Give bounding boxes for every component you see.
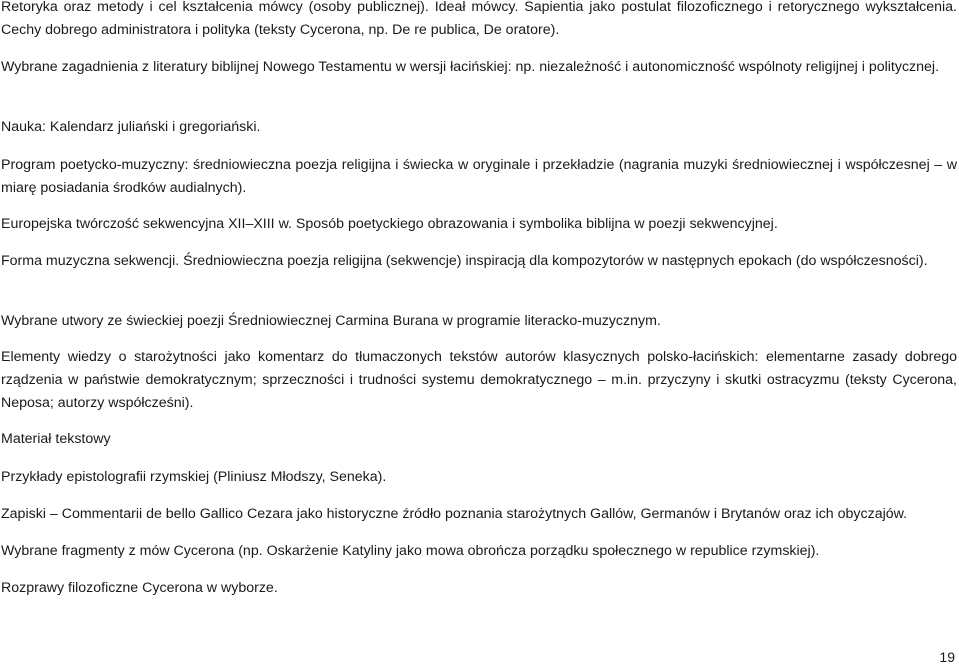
paragraph-music-program: Program poetycko-muzyczny: średniowieczna poezja religijna i świecka w oryginale i przekładzie (nagrania muzyki średniowiecznej i współczesnej – w miarę posiadania środków audialnych).: [1, 157, 957, 196]
paragraph-commentarii: Zapiski – Commentarii de bello Gallico Cezara jako historyczne źródło poznania starożytnych Gallów, Germanów i Brytanów oraz ich obyczajów.: [1, 506, 908, 522]
paragraph-sequence-form: Forma muzyczna sekwencji. Średniowieczna poezja religijna (sekwencje) inspiracją dla kompozytorów w następnych epokach (do współczesności).: [1, 253, 928, 269]
paragraph-cicero-philosophy: Rozprawy filozoficzne Cycerona w wyborze.: [1, 580, 278, 596]
paragraph-sequence-works: Europejska twórczość sekwencyjna XII–XIII w. Sposób poetyckiego obrazowania i symbolika biblijna w poezji sekwencyjnej.: [1, 216, 778, 232]
paragraph-cicero-speeches: Wybrane fragmenty z mów Cycerona (np. Oskarżenie Katyliny jako mowa obrończa porządku społecznego w republice rzymskiej).: [1, 543, 820, 559]
paragraph-antiquity-knowledge: Elementy wiedzy o starożytności jako komentarz do tłumaczonych tekstów autorów klasycznych polsko-łacińskich: elementarne zasady dobrego rządzenia w państwie demokratycznym; sprzeczności i trudności systemu demokratycznego – m.in. przyczyny i skutki ostracyzmu (teksty Cycerona, Neposa; autorzy współcześni).: [1, 349, 957, 411]
paragraph-rhetoric: Retoryka oraz metody i cel kształcenia mówcy (osoby publicznej). Ideał mówcy. Sapientia jako postulat filozoficznego i retorycznego wykształcenia. Cechy dobrego administratora i polityka (teksty Cycerona, np. De re publica, De oratore).: [1, 0, 957, 38]
paragraph-biblical-literature: Wybrane zagadnienia z literatury biblijnej Nowego Testamentu w wersji łacińskiej: np. niezależność i autonomiczność wspólnoty religijnej i politycznej.: [1, 59, 940, 75]
paragraph-epistolography: Przykłady epistolografii rzymskiej (Pliniusz Młodszy, Seneka).: [1, 469, 387, 485]
page-number: 19: [939, 649, 955, 665]
paragraph-calendar: Nauka: Kalendarz juliański i gregoriański.: [1, 119, 261, 135]
paragraph-carmina-burana: Wybrane utwory ze świeckiej poezji Średniowiecznej Carmina Burana w programie literacko-muzycznym.: [1, 313, 661, 329]
section-heading-text-material: Materiał tekstowy: [1, 431, 111, 447]
